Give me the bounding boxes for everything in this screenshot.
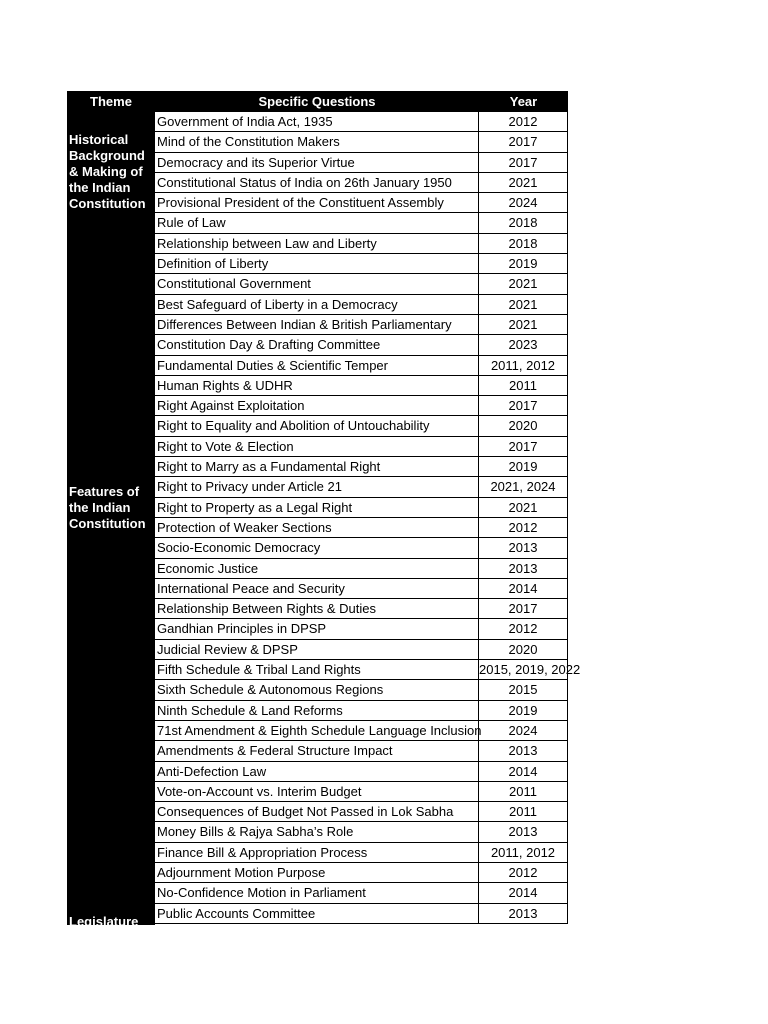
header-year: Year bbox=[509, 94, 538, 109]
question-cell[interactable]: Economic Justice bbox=[155, 559, 479, 578]
question-cell[interactable]: Right to Privacy under Article 21 bbox=[155, 477, 479, 496]
table-row bbox=[155, 599, 568, 619]
question-cell[interactable]: Fundamental Duties & Scientific Temper bbox=[155, 356, 479, 375]
table-body bbox=[155, 112, 581, 924]
table-row bbox=[155, 416, 568, 436]
year-cell[interactable]: 2017 bbox=[479, 132, 568, 151]
year-cell[interactable]: 2021 bbox=[479, 173, 568, 192]
year-cell[interactable]: 2019 bbox=[479, 254, 568, 273]
table-row bbox=[155, 335, 568, 355]
year-cell[interactable]: 2014 bbox=[479, 579, 568, 598]
year-cell[interactable]: 2013 bbox=[479, 559, 568, 578]
question-cell[interactable]: Protection of Weaker Sections bbox=[155, 518, 479, 537]
year-cell[interactable]: 2015 bbox=[479, 680, 568, 699]
year-cell[interactable]: 2011, 2012 bbox=[479, 843, 568, 862]
table-row bbox=[155, 904, 568, 924]
question-cell[interactable]: Democracy and its Superior Virtue bbox=[155, 153, 479, 172]
year-cell[interactable]: 2020 bbox=[479, 640, 568, 659]
question-cell[interactable]: Amendments & Federal Structure Impact bbox=[155, 741, 479, 760]
year-cell[interactable]: 2024 bbox=[479, 721, 568, 740]
table-row bbox=[155, 721, 568, 741]
table-row bbox=[155, 498, 568, 518]
year-cell[interactable]: 2011 bbox=[479, 376, 568, 395]
table-row bbox=[155, 274, 568, 294]
year-cell[interactable]: 2013 bbox=[479, 904, 568, 923]
year-cell[interactable]: 2011, 2012 bbox=[479, 356, 568, 375]
question-cell[interactable]: Judicial Review & DPSP bbox=[155, 640, 479, 659]
year-cell[interactable]: 2021 bbox=[479, 295, 568, 314]
question-cell[interactable]: Differences Between Indian & British Parliamentary bbox=[155, 315, 479, 334]
table-header bbox=[67, 91, 568, 112]
theme-historical-background: Historical Background & Making of the Indian Constitution bbox=[69, 132, 146, 211]
year-cell[interactable]: 2024 bbox=[479, 193, 568, 212]
table-row bbox=[155, 843, 568, 863]
question-cell[interactable]: Socio-Economic Democracy bbox=[155, 538, 479, 557]
question-cell[interactable]: Vote-on-Account vs. Interim Budget bbox=[155, 782, 479, 801]
question-cell[interactable]: Government of India Act, 1935 bbox=[155, 112, 479, 131]
question-cell[interactable]: Provisional President of the Constituent Assembly bbox=[155, 193, 479, 212]
table-row bbox=[155, 213, 568, 233]
table-row bbox=[155, 173, 568, 193]
year-cell[interactable]: 2011 bbox=[479, 782, 568, 801]
table-row bbox=[155, 883, 568, 903]
question-cell[interactable]: No-Confidence Motion in Parliament bbox=[155, 883, 479, 902]
table-row bbox=[155, 254, 568, 274]
header-questions: Specific Questions bbox=[258, 94, 376, 109]
year-cell[interactable]: 2021, 2024 bbox=[479, 477, 568, 496]
table-row bbox=[155, 863, 568, 883]
question-cell[interactable]: Finance Bill & Appropriation Process bbox=[155, 843, 479, 862]
table-row bbox=[155, 701, 568, 721]
table-row bbox=[155, 538, 568, 558]
year-cell[interactable]: 2015, 2019, 2022 bbox=[479, 660, 568, 679]
question-cell[interactable]: Right Against Exploitation bbox=[155, 396, 479, 415]
theme-features: Features of the Indian Constitution bbox=[69, 484, 146, 531]
year-cell[interactable]: 2020 bbox=[479, 416, 568, 435]
question-cell[interactable]: Right to Property as a Legal Right bbox=[155, 498, 479, 517]
question-cell[interactable]: Definition of Liberty bbox=[155, 254, 479, 273]
question-cell[interactable]: Right to Vote & Election bbox=[155, 437, 479, 456]
table-row bbox=[155, 518, 568, 538]
year-cell[interactable]: 2017 bbox=[479, 599, 568, 618]
table-row bbox=[155, 559, 568, 579]
year-cell[interactable]: 2014 bbox=[479, 762, 568, 781]
table-row bbox=[155, 822, 568, 842]
year-cell[interactable]: 2018 bbox=[479, 234, 568, 253]
year-cell[interactable]: 2017 bbox=[479, 396, 568, 415]
year-cell[interactable]: 2021 bbox=[479, 315, 568, 334]
question-cell[interactable]: Consequences of Budget Not Passed in Lok Sabha bbox=[155, 802, 479, 821]
theme-column bbox=[67, 91, 155, 929]
question-cell[interactable]: Public Accounts Committee bbox=[155, 904, 479, 923]
question-cell[interactable]: Gandhian Principles in DPSP bbox=[155, 619, 479, 638]
year-cell[interactable]: 2019 bbox=[479, 701, 568, 720]
table-row bbox=[155, 396, 568, 416]
year-cell[interactable]: 2019 bbox=[479, 457, 568, 476]
question-cell[interactable]: Rule of Law bbox=[155, 213, 479, 232]
year-cell[interactable]: 2012 bbox=[479, 112, 568, 131]
table-row bbox=[155, 477, 568, 497]
table-row bbox=[155, 132, 568, 152]
table-row bbox=[155, 193, 568, 213]
question-cell[interactable]: Mind of the Constitution Makers bbox=[155, 132, 479, 151]
year-cell[interactable]: 2011 bbox=[479, 802, 568, 821]
question-cell[interactable]: Anti-Defection Law bbox=[155, 762, 479, 781]
question-cell[interactable]: Fifth Schedule & Tribal Land Rights bbox=[155, 660, 479, 679]
header-theme: Theme bbox=[90, 94, 132, 109]
question-cell[interactable]: 71st Amendment & Eighth Schedule Language Inclusion bbox=[155, 721, 479, 740]
question-cell[interactable]: Constitutional Status of India on 26th January 1950 bbox=[155, 173, 479, 192]
table-row bbox=[155, 640, 568, 660]
question-cell[interactable]: Money Bills & Rajya Sabha’s Role bbox=[155, 822, 479, 841]
question-cell[interactable]: Constitution Day & Drafting Committee bbox=[155, 335, 479, 354]
question-cell[interactable]: Human Rights & UDHR bbox=[155, 376, 479, 395]
theme-legislature: Legislature bbox=[69, 914, 139, 929]
table-row bbox=[155, 295, 568, 315]
table-row bbox=[155, 579, 568, 599]
table-row bbox=[155, 741, 568, 761]
table-row bbox=[155, 153, 568, 173]
table-row bbox=[155, 112, 568, 132]
question-cell[interactable]: Sixth Schedule & Autonomous Regions bbox=[155, 680, 479, 699]
year-cell[interactable]: 2018 bbox=[479, 213, 568, 232]
question-cell[interactable]: Ninth Schedule & Land Reforms bbox=[155, 701, 479, 720]
table-row bbox=[155, 619, 568, 639]
table-row bbox=[155, 680, 568, 700]
table-row bbox=[155, 802, 568, 822]
question-cell[interactable]: International Peace and Security bbox=[155, 579, 479, 598]
year-cell[interactable]: 2012 bbox=[479, 518, 568, 537]
table-row bbox=[155, 356, 568, 376]
year-cell[interactable]: 2013 bbox=[479, 741, 568, 760]
year-cell[interactable]: 2013 bbox=[479, 538, 568, 557]
table-row bbox=[155, 376, 568, 396]
question-cell[interactable]: Relationship between Law and Liberty bbox=[155, 234, 479, 253]
year-cell[interactable]: 2014 bbox=[479, 883, 568, 902]
question-cell[interactable]: Relationship Between Rights & Duties bbox=[155, 599, 479, 618]
year-cell[interactable]: 2012 bbox=[479, 863, 568, 882]
year-cell[interactable]: 2017 bbox=[479, 153, 568, 172]
table-row bbox=[155, 457, 568, 477]
year-cell[interactable]: 2023 bbox=[479, 335, 568, 354]
question-cell[interactable]: Constitutional Government bbox=[155, 274, 479, 293]
year-cell[interactable]: 2017 bbox=[479, 437, 568, 456]
year-cell[interactable]: 2012 bbox=[479, 619, 568, 638]
question-cell[interactable]: Right to Equality and Abolition of Untouchability bbox=[155, 416, 479, 435]
question-cell[interactable]: Adjournment Motion Purpose bbox=[155, 863, 479, 882]
year-cell[interactable]: 2013 bbox=[479, 822, 568, 841]
question-cell[interactable]: Right to Marry as a Fundamental Right bbox=[155, 457, 479, 476]
year-cell[interactable]: 2021 bbox=[479, 274, 568, 293]
table-row bbox=[155, 782, 568, 802]
spreadsheet-table bbox=[67, 91, 581, 929]
table-row bbox=[155, 315, 568, 335]
question-cell[interactable]: Best Safeguard of Liberty in a Democracy bbox=[155, 295, 479, 314]
table-row bbox=[155, 762, 568, 782]
year-cell[interactable]: 2021 bbox=[479, 498, 568, 517]
table-row bbox=[155, 660, 581, 680]
table-row bbox=[155, 437, 568, 457]
table-row bbox=[155, 234, 568, 254]
